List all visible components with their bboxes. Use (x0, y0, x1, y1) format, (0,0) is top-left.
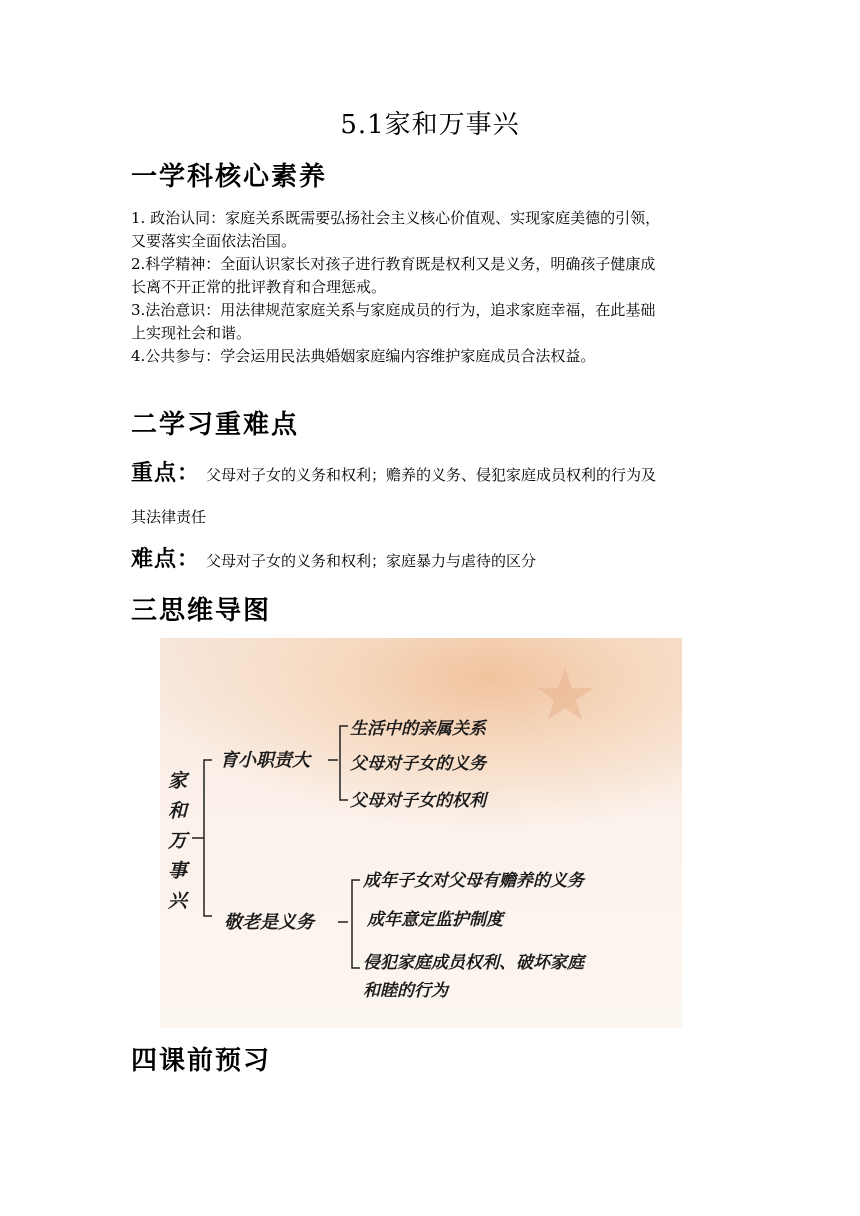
mind-map-branch-2: 敬老是义务 (224, 912, 314, 933)
key-points-text: 父母对子女的义务和权利；赡养的义务、侵犯家庭成员权利的行为及 (206, 466, 657, 484)
section-heading-preview: 四课前预习 (131, 1046, 272, 1076)
mind-map-root-char-3: 万 (168, 830, 188, 852)
mind-map-branch-2-child-3: 侵犯家庭成员权利、破坏家庭 (363, 953, 584, 973)
mind-map-root-char-5: 兴 (168, 890, 188, 912)
difficult-points-text: 父母对子女的义务和权利；家庭暴力与虐待的区分 (206, 552, 537, 570)
core-literacy-item-1-line-2: 又要落实全面依法治国。 (131, 232, 297, 250)
mind-map-branch-1: 育小职责大 (220, 750, 310, 771)
mind-map-branch-2-child-2: 成年意定监护制度 (367, 910, 503, 930)
mind-map-image (160, 638, 682, 1028)
section-heading-mind-map: 三思维导图 (131, 596, 272, 626)
core-literacy-list (131, 207, 731, 368)
difficult-points (131, 542, 741, 573)
section-heading-key-difficult: 二学习重难点 (131, 410, 300, 440)
key-points-label: 重点： (131, 461, 201, 486)
mind-map-branch-1-child-2: 父母对子女的义务 (350, 754, 486, 774)
mind-map-branch-2-child-3-cont: 和睦的行为 (363, 981, 448, 1001)
core-literacy-item-3-line-2: 上实现社会和谐。 (131, 324, 252, 342)
difficult-points-label: 难点： (131, 547, 201, 572)
key-points (131, 456, 741, 487)
section-heading-core-literacy: 一学科核心素养 (131, 162, 328, 192)
document-title: 5.1家和万事兴 (340, 110, 520, 140)
core-literacy-item-2-line-2: 长离不开正常的批评教育和合理惩戒。 (131, 278, 387, 296)
core-literacy-item-1-line-1: 1. 政治认同：家庭关系既需要弘扬社会主义核心价值观、实现家庭美德的引领， (131, 209, 661, 227)
mind-map-branch-1-child-1: 生活中的亲属关系 (350, 719, 486, 739)
key-points-continuation: 其法律责任 (131, 508, 207, 526)
mind-map-branch-1-child-3: 父母对子女的权利 (350, 791, 486, 811)
mind-map-lines (160, 638, 682, 1028)
mind-map-root-char-1: 家 (168, 770, 188, 792)
mind-map-root-char-2: 和 (168, 800, 188, 822)
mind-map-branch-2-child-1: 成年子女对父母有赡养的义务 (363, 871, 584, 891)
core-literacy-item-2-line-1: 2.科学精神：全面认识家长对孩子进行教育既是权利又是义务，明确孩子健康成 (131, 255, 656, 273)
mind-map-root-char-4: 事 (168, 860, 188, 882)
core-literacy-item-3-line-1: 3.法治意识：用法律规范家庭关系与家庭成员的行为，追求家庭幸福，在此基础 (131, 301, 656, 319)
star-emblem-icon (537, 668, 593, 720)
core-literacy-item-4-line-1: 4.公共参与：学会运用民法典婚姻家庭编内容维护家庭成员合法权益。 (131, 347, 596, 365)
